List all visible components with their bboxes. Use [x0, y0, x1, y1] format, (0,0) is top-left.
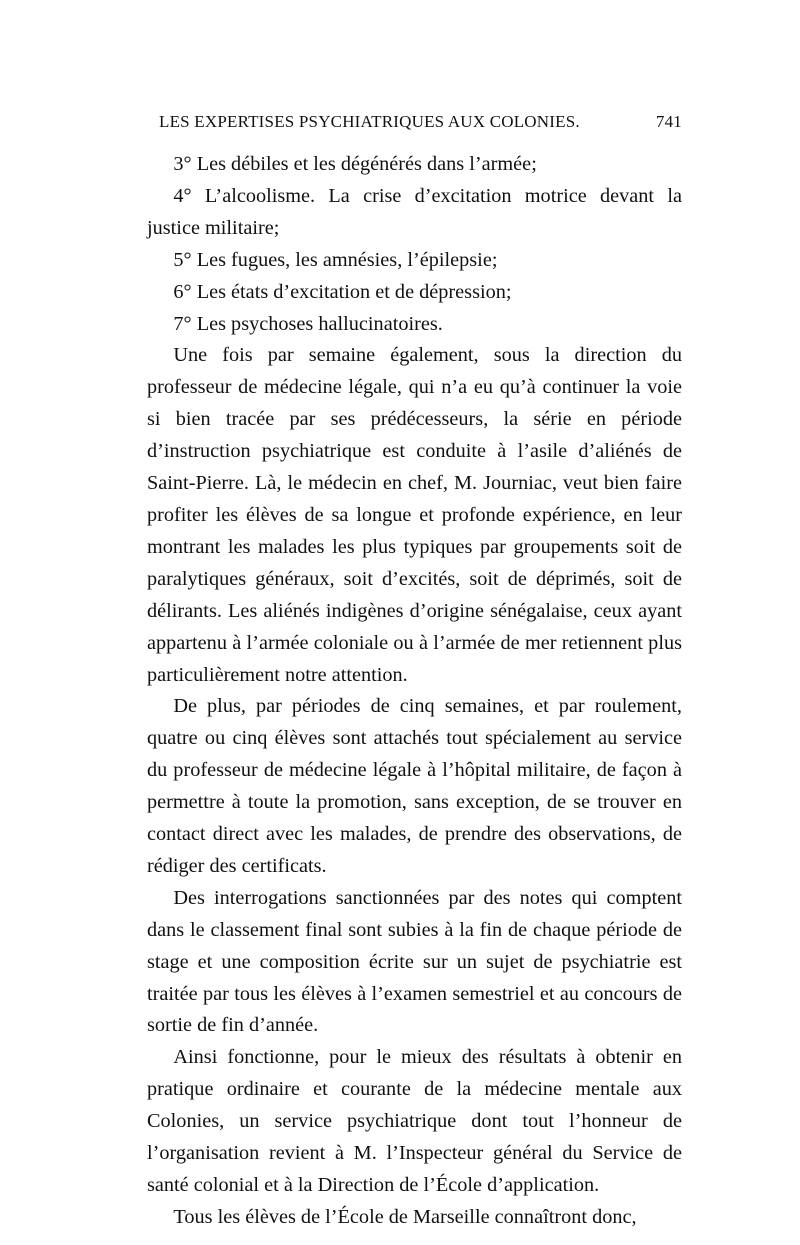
running-head: [147, 112, 682, 138]
paragraph: Des interrogations sanctionnées par des notes qui comptent dans le classement final sont subies à la fin de chaque période de stage et une composition écrite sur un sujet de psychiatrie est traitée par tous les élèves à l’examen semestriel et au concours de sortie de fin d’année.: [147, 886, 682, 1037]
paragraph: De plus, par périodes de cinq semaines, et par roulement, quatre ou cinq élèves sont attachés tout spécialement au service du professeur de médecine légale à l’hôpital militaire, de façon à permettre à toute la promotion, sans exception, de se trouver en contact direct avec les malades, de prendre des observations, de rédiger des certificats.: [147, 695, 682, 877]
list-item: 6° Les états d’excitation et de dépression;: [173, 280, 512, 303]
page-number: 741: [655, 112, 682, 131]
list-item: 7° Les psychoses hallucinatoires.: [173, 312, 443, 335]
paragraph: Ainsi fonctionne, pour le mieux des résultats à obtenir en pratique ordinaire et courante de la médecine mentale aux Colonies, un service psychiatrique dont tout l’honneur de l’organisation revient à M. l’Inspecteur général du Service de santé colonial et à la Direction de l’École d’application.: [147, 1046, 682, 1196]
list-item: 5° Les fugues, les amnésies, l’épilepsie;: [173, 248, 498, 271]
paragraph: Tous les élèves de l’École de Marseille connaîtront donc,: [173, 1205, 637, 1228]
body-text: [147, 149, 682, 1234]
paragraph: Une fois par semaine également, sous la direction du professeur de médecine légale, qui n’a eu qu’à continuer la voie si bien tracée par ses prédécesseurs, la série en période d’instruction psychiatrique est conduite à l’asile d’aliénés de Saint-Pierre. Là, le médecin en chef, M. Journiac, veut bien faire profiter les élèves de sa longue et profonde expérience, en leur montrant les malades les plus typiques par groupements soit de paralytiques généraux, soit d’excités, soit de déprimés, soit de délirants. Les aliénés indigènes d’origine sénégalaise, ceux ayant appartenu à l’armée coloniale ou à l’armée de mer retiennent plus particulièrement notre attention.: [147, 344, 682, 686]
list-item: 4° L’alcoolisme. La crise d’excitation motrice devant la justice militaire;: [147, 184, 682, 239]
running-head-title: LES EXPERTISES PSYCHIATRIQUES AUX COLONIES.: [159, 112, 580, 131]
list-item: 3° Les débiles et les dégénérés dans l’armée;: [173, 153, 537, 175]
